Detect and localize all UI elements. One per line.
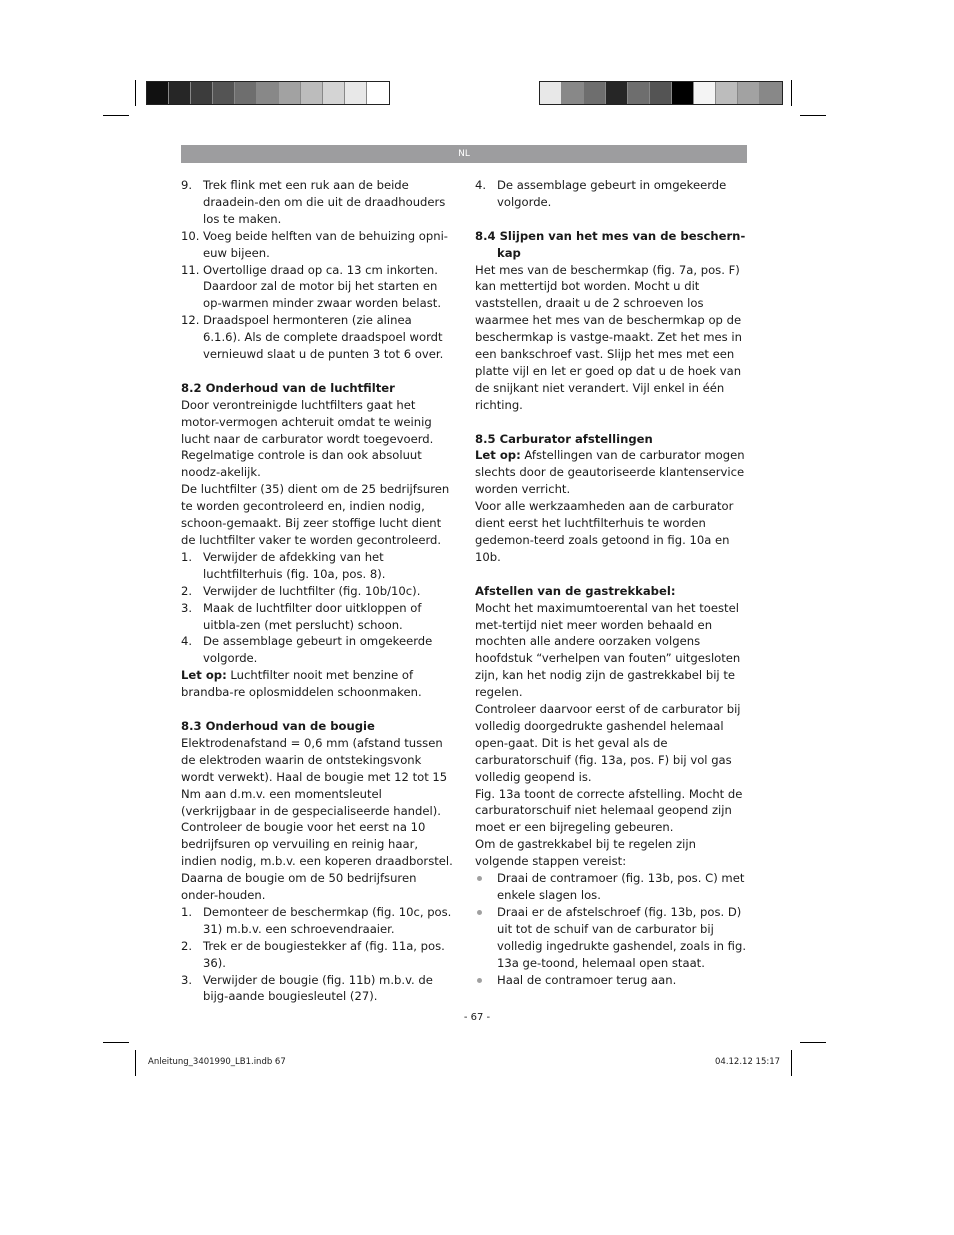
paragraph: Door verontreinigde luchtfilters gaat het motor-vermogen achteruit omdat te weinig lucht naar de carburator wordt toegevoerd. xyxy=(181,397,434,446)
list-item: Draai de contramoer (fig. 13b, pos. C) met enkele slagen los. xyxy=(475,870,747,904)
language-header: NL xyxy=(181,145,747,163)
swatch xyxy=(562,82,584,104)
paragraph: Controleer daarvoor eerst of de carburator bij volledig doorgedrukte gashendel helemaal open-gaat. Dit is het geval als de carburatorschuif (fig. 13a, pos. F) bij vol gas volledig geopend is. xyxy=(475,702,741,784)
crop-mark xyxy=(103,115,129,116)
list-item: 12. Draadspoel hermonteren (zie alinea 6.1.6). Als de complete draadspoel wordt vernieuwd slaat u de punten 3 tot 6 over. xyxy=(181,313,444,362)
paragraph: De luchtfilter (35) dient om de 25 bedrijfsuren te worden gecontroleerd en, indien nodig, schoon-gemaakt. Bij zeer stoffige lucht dient de luchtfilter vaker te worden gecontroleerd. xyxy=(181,482,450,548)
steps-list xyxy=(181,549,453,667)
steps-list xyxy=(181,904,453,1005)
paragraph: Voor alle werkzaamheden aan de carburator dient eerst het luchtfilterhuis te worden gedemon-teerd zoals getoond in fig. 10a en 10b. xyxy=(475,499,734,564)
swatch xyxy=(345,82,367,104)
list-item: 4. De assemblage gebeurt in omgekeerde volgorde. xyxy=(475,178,727,209)
swatch xyxy=(650,82,672,104)
swatch xyxy=(367,82,389,104)
paragraph: Om de gastrekkabel bij te regelen zijn volgende stappen vereist: xyxy=(475,837,696,869)
crop-mark xyxy=(791,80,792,106)
swatch xyxy=(147,82,169,104)
list-item: 2. Verwijder de luchtfilter (fig. 10b/10c). xyxy=(181,583,421,598)
swatch xyxy=(301,82,323,104)
list-item: 3. Verwijder de bougie (fig. 11b) m.b.v. de bijg-aande bougiesleutel (27). xyxy=(181,972,433,1004)
swatch xyxy=(540,82,562,104)
swatch xyxy=(628,82,650,104)
steps-list xyxy=(181,177,453,363)
paragraph: Fig. 13a toont de correcte afstelling. Mocht de carburatorschuif niet helemaal geopend zijn moet er een bijregeling gebeuren. xyxy=(475,786,743,835)
list-item: 2. Trek er de bougiestekker af (fig. 11a, pos. 36). xyxy=(181,938,445,970)
swatch xyxy=(169,82,191,104)
steps-list xyxy=(475,177,747,211)
swatch xyxy=(323,82,345,104)
section-heading: 8.4 Slijpen van het mes van de beschern- kap xyxy=(475,228,746,260)
swatch xyxy=(606,82,628,104)
swatch xyxy=(760,82,782,104)
list-item: 10. Voeg beide helften van de behuizing opni-euw bijeen. xyxy=(181,228,448,260)
color-strip-right xyxy=(539,81,783,105)
paragraph: Regelmatige controle is dan ook absoluut noodz-akelijk. xyxy=(181,448,422,480)
footer-file: Anleitung_3401990_LB1.indb 67 xyxy=(148,1057,286,1067)
section-heading: 8.5 Carburator afstellingen xyxy=(475,431,653,446)
crop-mark xyxy=(103,1042,129,1043)
page-number: - 67 - xyxy=(463,1012,491,1023)
crop-mark xyxy=(800,115,826,116)
footer-date: 04.12.12 15:17 xyxy=(715,1057,781,1067)
section-heading: Afstellen van de gastrekkabel: xyxy=(475,583,676,598)
right-column xyxy=(475,177,747,988)
paragraph: Daarna de bougie om de 50 bedrijfsuren onder-houden. xyxy=(181,871,417,903)
bullet-list xyxy=(475,870,747,988)
list-item: 3. Maak de luchtfilter door uitkloppen of uitbla-zen (met perslucht) schoon. xyxy=(181,600,422,632)
swatch xyxy=(235,82,257,104)
note: Let op: Afstellingen van de carburator mogen slechts door de geautoriseerde klantenservice worden verricht. xyxy=(475,448,745,497)
swatch xyxy=(584,82,606,104)
crop-mark xyxy=(135,80,136,106)
swatch xyxy=(672,82,694,104)
swatch xyxy=(279,82,301,104)
crop-mark xyxy=(791,1050,792,1076)
swatch xyxy=(257,82,279,104)
bullet-icon xyxy=(477,978,482,983)
left-column xyxy=(181,177,453,1005)
list-item: Haal de contramoer terug aan. xyxy=(475,972,747,989)
section-heading: 8.2 Onderhoud van de luchtfilter xyxy=(181,380,395,395)
bullet-icon xyxy=(477,910,482,915)
list-item: 1. Verwijder de afdekking van het luchtfilterhuis (fig. 10a, pos. 8). xyxy=(181,549,386,581)
crop-mark xyxy=(135,1050,136,1076)
swatch xyxy=(716,82,738,104)
paragraph: Het mes van de beschermkap (fig. 7a, pos. F) kan mettertijd bot worden. Mocht u dit vaststellen, draait u de 2 schroeven los waarmee het mes van de beschermkap op de beschermkap is vastge-maakt. Zet het mes in een bankschroef vast. Slijp het mes met een platte vijl en let er goed op dat u de hoek van de snijkant niet verandert. Vijl enkel in één richting. xyxy=(475,262,742,412)
list-item: 11. Overtollige draad op ca. 13 cm inkorten. Daardoor zal de motor bij het starten en op-warmen minder zwaar worden belast. xyxy=(181,262,442,311)
color-strip-left xyxy=(146,81,390,105)
list-item: Draai er de afstelschroef (fig. 13b, pos. D) uit tot de schuif van de carburator bij volledig ingedrukte gashendel, zoals in fig. 13a ge-toond, helemaal open staat. xyxy=(475,904,747,972)
paragraph: Mocht het maximumtoerental van het toestel met-tertijd niet meer worden behaald en mochten alle andere oorzaken volgens hoofdstuk “verhelpen van fouten” uitgesloten zijn, kan het nodig zijn de gastrekkabel bij te regelen. xyxy=(475,600,741,700)
swatch xyxy=(694,82,716,104)
note: Let op: Luchtfilter nooit met benzine of brandba-re oplosmiddelen schoonmaken. xyxy=(181,668,422,700)
paragraph: Elektrodenafstand = 0,6 mm (afstand tussen de elektroden waarin de ontstekingsvonk wordt verwekt). Haal de bougie met 12 tot 15 Nm aan d.m.v. een momentsleutel (verkrijgbaar in de gespecialiseerde handel). Controleer de bougie voor het eerst na 10 bedrijfsuren op vervuiling en reinig haar, indien nodig, m.b.v. een koperen draadborstel. xyxy=(181,735,453,869)
list-item: 1. Demonteer de beschermkap (fig. 10c, pos. 31) m.b.v. een schroevendraaier. xyxy=(181,904,452,936)
section-heading: 8.3 Onderhoud van de bougie xyxy=(181,718,375,733)
list-item: 4. De assemblage gebeurt in omgekeerde volgorde. xyxy=(181,634,433,666)
swatch xyxy=(213,82,235,104)
bullet-icon xyxy=(477,876,482,881)
swatch xyxy=(191,82,213,104)
crop-mark xyxy=(800,1042,826,1043)
list-item: 9. Trek flink met een ruk aan de beide draadein-den om die uit de draadhouders los te maken. xyxy=(181,178,446,226)
swatch xyxy=(738,82,760,104)
